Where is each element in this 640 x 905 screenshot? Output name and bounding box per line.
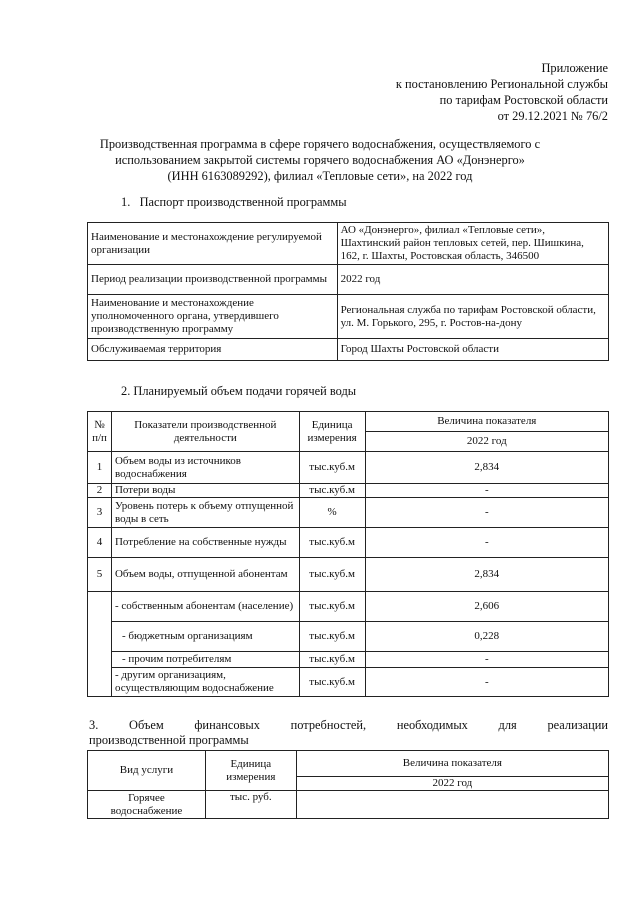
row-value: -: [365, 484, 608, 498]
section3-word: Объем: [129, 718, 164, 732]
table-row: [88, 592, 609, 622]
header-line1: Приложение: [541, 61, 608, 75]
row-num: 4: [88, 528, 112, 558]
table-row: [88, 528, 609, 558]
row-value: 2,834: [365, 452, 608, 484]
service-name: Горячее водоснабжение: [88, 791, 206, 819]
subrow-unit: тыс.куб.м: [299, 668, 365, 697]
subrow-indicator: - собственным абонентам (население): [111, 592, 299, 622]
subrow-indicator: - прочим потребителям: [111, 652, 299, 668]
document-title: [0, 136, 640, 184]
row-num: 5: [88, 558, 112, 592]
table-row: [88, 452, 609, 484]
table-row: [88, 652, 609, 668]
section1-number: 1.: [121, 195, 131, 209]
table-row: [88, 223, 609, 265]
subrow-indicator: - бюджетным организациям: [111, 622, 299, 652]
header-line3: по тарифам Ростовской области: [439, 93, 608, 107]
subrow-unit: тыс.куб.м: [299, 622, 365, 652]
passport-value: Региональная служба по тарифам Ростовской области, ул. М. Горького, 295, г. Ростов-на-дону: [337, 295, 608, 339]
row-value: 2,834: [365, 558, 608, 592]
section3-word: 3.: [89, 718, 99, 732]
row-num: 1: [88, 452, 112, 484]
row-unit: тыс.куб.м: [299, 528, 365, 558]
financial-needs-table: [87, 750, 609, 819]
passport-table: [87, 222, 609, 361]
passport-value: АО «Донэнерго», филиал «Тепловые сети», Шахтинский район тепловых сетей, пер. Шишкина, 162, г. Шахты, Ростовская область, 346500: [337, 223, 608, 265]
section2-heading: 2. Планируемый объем подачи горячей воды: [121, 384, 357, 398]
passport-label: Наименование и местонахождение регулируемой организации: [88, 223, 338, 265]
title-line2: использованием закрытой системы горячего водоснабжения АО «Донэнерго»: [115, 153, 525, 167]
water-supply-table: [87, 411, 609, 697]
header-line2: к постановлению Региональной службы: [395, 77, 608, 91]
section3-heading: [89, 718, 608, 748]
title-line3: (ИНН 6163089292), филиал «Тепловые сети», на 2022 год: [167, 169, 473, 183]
col-value-header: Величина показателя: [296, 751, 608, 777]
col-service-header: Вид услуги: [88, 751, 206, 791]
row-num: 2: [88, 484, 112, 498]
row-unit: тыс.куб.м: [299, 558, 365, 592]
table-row: [88, 668, 609, 697]
passport-value: 2022 год: [337, 265, 608, 295]
passport-value: Город Шахты Ростовской области: [337, 339, 608, 361]
section3-word: потребностей,: [290, 718, 367, 732]
col-unit-header: Единица измерения: [205, 751, 296, 791]
service-value: [296, 791, 608, 819]
passport-label: Период реализации производственной программы: [88, 265, 338, 295]
col-year-header: 2022 год: [365, 432, 608, 452]
subrow-value: 0,228: [365, 622, 608, 652]
table-row: [88, 622, 609, 652]
section3-word: финансовых: [194, 718, 260, 732]
table-row: [88, 265, 609, 295]
passport-label: Обслуживаемая территория: [88, 339, 338, 361]
col-value-header: Величина показателя: [365, 412, 608, 432]
row-indicator: Объем воды, отпущенной абонентам: [111, 558, 299, 592]
row-indicator: Потребление на собственные нужды: [111, 528, 299, 558]
col-year-header: 2022 год: [296, 777, 608, 791]
row-indicator: Потери воды: [111, 484, 299, 498]
subrow-indicator: - другим организациям, осуществляющим водоснабжение: [111, 668, 299, 697]
col-indicator-header: Показатели производственной деятельности: [111, 412, 299, 452]
subrow-unit: тыс.куб.м: [299, 592, 365, 622]
row-indicator: Уровень потерь к объему отпущенной воды в сеть: [111, 498, 299, 528]
table-row: [88, 339, 609, 361]
subrow-value: -: [365, 652, 608, 668]
subrow-value: 2,606: [365, 592, 608, 622]
col-unit-header: Единица измерения: [299, 412, 365, 452]
table-row: [88, 791, 609, 819]
row-unit: %: [299, 498, 365, 528]
col-num-header: № п/п: [88, 412, 112, 452]
section3-heading-line2: производственной программы: [89, 733, 249, 747]
row-num-empty: [88, 592, 112, 697]
table-header-row: [88, 751, 609, 777]
service-unit: тыс. руб.: [205, 791, 296, 819]
section1-heading: [121, 195, 347, 210]
table-row: [88, 295, 609, 339]
subrow-unit: тыс.куб.м: [299, 652, 365, 668]
table-header-row: [88, 412, 609, 432]
section1-title: Паспорт производственной программы: [139, 195, 347, 209]
row-value: -: [365, 498, 608, 528]
row-indicator: Объем воды из источников водоснабжения: [111, 452, 299, 484]
header-line4: от 29.12.2021 № 76/2: [497, 109, 608, 123]
subrow-value: -: [365, 668, 608, 697]
row-unit: тыс.куб.м: [299, 452, 365, 484]
passport-label: Наименование и местонахождение уполномоченного органа, утвердившего производственную программу: [88, 295, 338, 339]
section3-word: для: [498, 718, 517, 732]
section3-word: реализации: [547, 718, 608, 732]
row-num: 3: [88, 498, 112, 528]
table-row: [88, 558, 609, 592]
row-value: -: [365, 528, 608, 558]
table-row: [88, 484, 609, 498]
row-unit: тыс.куб.м: [299, 484, 365, 498]
approval-header: [396, 60, 608, 124]
table-row: [88, 498, 609, 528]
section3-heading-line1: [89, 718, 608, 733]
title-line1: Производственная программа в сфере горячего водоснабжения, осуществляемого с: [99, 137, 541, 151]
section3-word: необходимых: [396, 718, 468, 732]
